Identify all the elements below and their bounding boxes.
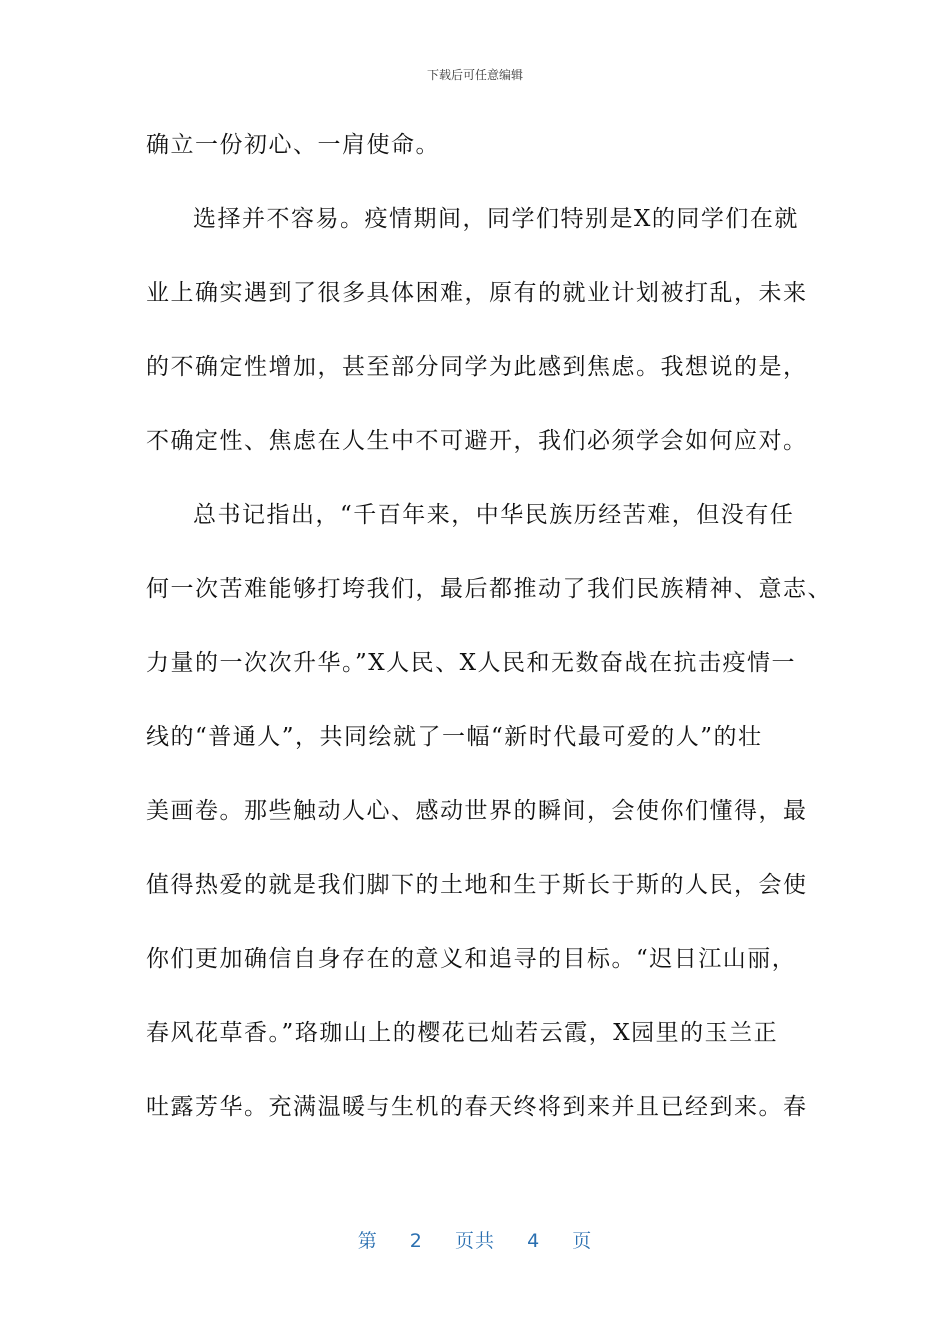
paragraph-line: 总书记指出，“千百年来，中华民族历经苦难，但没有任 <box>193 502 795 528</box>
paragraph-line: 春风花草香。”珞珈山上的樱花已灿若云霞，X园里的玉兰正 <box>146 1020 779 1046</box>
footer-middle: 页共 <box>454 1230 495 1252</box>
paragraph-line: 选择并不容易。疫情期间，同学们特别是X的同学们在就 <box>193 206 799 232</box>
paragraph-line: 的不确定性增加，甚至部分同学为此感到焦虑。我想说的是， <box>146 354 808 380</box>
paragraph-line: 何一次苦难能够打垮我们，最后都推动了我们民族精神、意志、 <box>146 576 832 602</box>
paragraph-line: 你们更加确信自身存在的意义和追寻的目标。“迟日江山丽， <box>146 946 797 972</box>
paragraph-line: 吐露芳华。充满温暖与生机的春天终将到来并且已经到来。春 <box>146 1094 808 1120</box>
footer-prefix: 第 <box>357 1230 378 1252</box>
paragraph-line: 美画卷。那些触动人心、感动世界的瞬间，会使你们懂得，最 <box>146 798 808 824</box>
header-note: 下载后可任意编辑 <box>426 68 523 82</box>
total-pages-number: 4 <box>527 1230 541 1252</box>
paragraph-line: 不确定性、焦虑在人生中不可避开，我们必须学会如何应对。 <box>146 428 808 454</box>
paragraph-line: 值得热爱的就是我们脚下的土地和生于斯长于斯的人民，会使 <box>146 872 808 898</box>
paragraph-line: 业上确实遇到了很多具体困难，原有的就业计划被打乱，未来 <box>146 280 808 306</box>
paragraph-line: 确立一份初心、一肩使命。 <box>146 132 440 158</box>
current-page-number: 2 <box>409 1230 423 1252</box>
page-footer <box>0 1226 950 1253</box>
paragraph-line: 线的“普通人”，共同绘就了一幅“新时代最可爱的人”的壮 <box>146 724 763 750</box>
paragraph-line: 力量的一次次升华。”X人民、X人民和无数奋战在抗击疫情一 <box>146 650 797 676</box>
footer-suffix: 页 <box>572 1230 593 1252</box>
